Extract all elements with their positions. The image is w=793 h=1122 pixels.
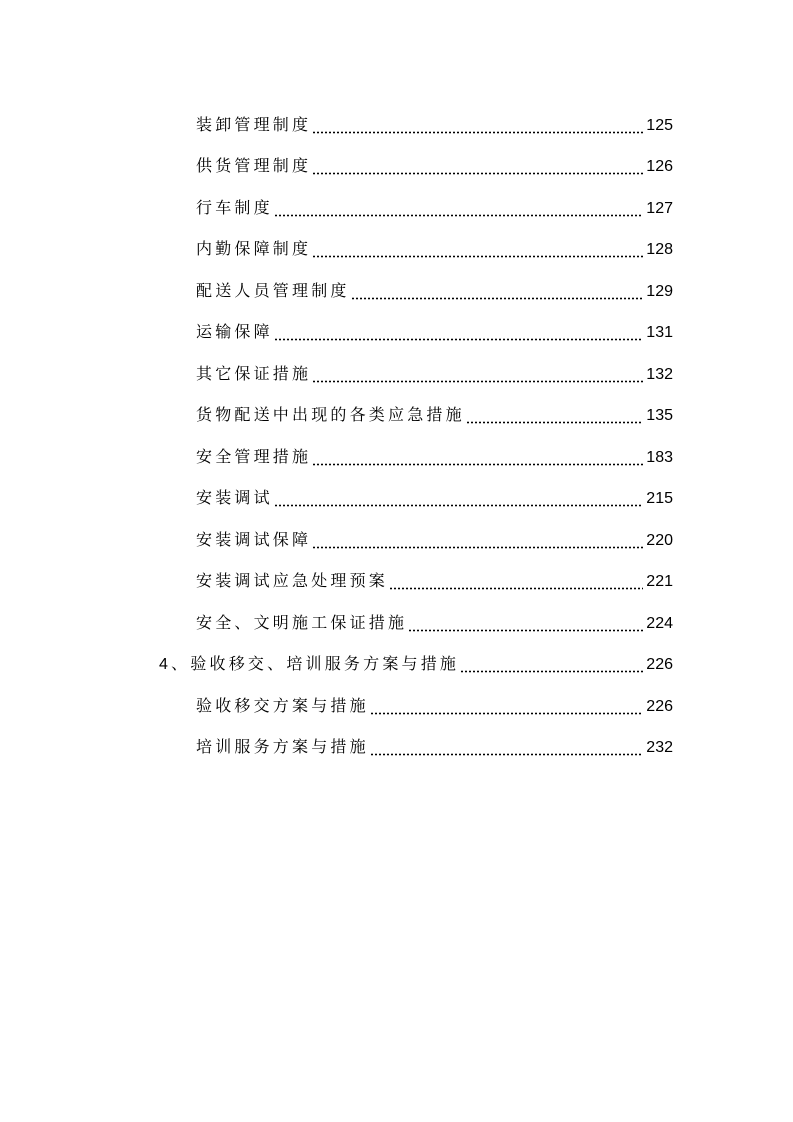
dot-leader: [312, 532, 643, 552]
toc-page-number: 135: [646, 407, 673, 425]
toc-entry-label: 内勤保障制度: [196, 239, 312, 259]
toc-page-number: 127: [646, 199, 673, 217]
table-of-contents: [0, 103, 793, 767]
toc-entry-title: [196, 613, 407, 635]
toc-entry-title: [196, 198, 273, 220]
toc-entry-title: [196, 281, 350, 303]
toc-entry-title: [196, 115, 311, 137]
toc-entry-title: [196, 488, 273, 510]
toc-entry[interactable]: [0, 726, 793, 768]
toc-entry[interactable]: [0, 601, 793, 643]
toc-entry-label: 验收移交方案与措施: [196, 695, 369, 715]
toc-entry-label: 验收移交、培训服务方案与措施: [190, 654, 460, 674]
dot-leader: [312, 366, 643, 386]
dot-leader: [408, 615, 643, 635]
toc-entry-label: 其它保证措施: [196, 363, 312, 383]
toc-page-number: 215: [646, 490, 673, 508]
toc-entry-label: 装卸管理制度: [196, 114, 312, 134]
toc-page-number: 125: [646, 116, 673, 134]
dot-leader: [460, 656, 643, 676]
toc-entry[interactable]: [0, 518, 793, 560]
toc-entry-title: [196, 737, 369, 759]
toc-page-number: 226: [646, 697, 673, 715]
toc-entry-label: 配送人员管理制度: [196, 280, 350, 300]
toc-entry-label: 安装调试保障: [196, 529, 312, 549]
toc-entry-label: 安装调试应急处理预案: [196, 571, 389, 591]
toc-page-number: 226: [646, 656, 673, 674]
toc-entry[interactable]: [0, 643, 793, 685]
toc-page-number: 183: [646, 448, 673, 466]
toc-page-number: 232: [646, 739, 673, 757]
toc-entry-label: 货物配送中出现的各类应急措施: [196, 405, 465, 425]
toc-entry-label: 培训服务方案与措施: [196, 737, 369, 757]
toc-entry[interactable]: [0, 145, 793, 187]
toc-entry-title: [159, 654, 459, 676]
toc-page-number: 128: [646, 241, 673, 259]
toc-entry-title: [196, 156, 311, 178]
toc-page-number: 224: [646, 614, 673, 632]
dot-leader: [389, 573, 643, 593]
toc-entry-label: 行车制度: [196, 197, 273, 217]
dot-leader: [370, 698, 643, 718]
toc-entry[interactable]: [0, 186, 793, 228]
toc-entry-title: [196, 571, 388, 593]
toc-entry-title: [196, 405, 465, 427]
toc-page-number: 131: [646, 324, 673, 342]
toc-page-number: 221: [646, 573, 673, 591]
dot-leader: [370, 739, 643, 759]
toc-entry-title: [196, 364, 311, 386]
dot-leader: [351, 283, 644, 303]
toc-entry-title: [196, 239, 311, 261]
toc-entry-label: 安装调试: [196, 488, 273, 508]
toc-page-number: 220: [646, 531, 673, 549]
toc-entry[interactable]: [0, 684, 793, 726]
toc-entry[interactable]: [0, 394, 793, 436]
dot-leader: [312, 449, 643, 469]
toc-entry-label: 供货管理制度: [196, 156, 312, 176]
dot-leader: [312, 117, 643, 137]
toc-entry-title: [196, 447, 311, 469]
toc-entry[interactable]: [0, 311, 793, 353]
dot-leader: [274, 490, 643, 510]
toc-entry[interactable]: [0, 352, 793, 394]
toc-entry[interactable]: [0, 435, 793, 477]
toc-page-number: 129: [646, 282, 673, 300]
toc-entry-number: 4、: [159, 656, 191, 674]
toc-entry-title: [196, 696, 369, 718]
toc-entry[interactable]: [0, 228, 793, 270]
toc-entry-title: [196, 322, 273, 344]
dot-leader: [466, 407, 643, 427]
dot-leader: [274, 324, 643, 344]
toc-page-number: 126: [646, 158, 673, 176]
dot-leader: [312, 241, 643, 261]
toc-entry[interactable]: [0, 477, 793, 519]
toc-entry[interactable]: [0, 560, 793, 602]
toc-page-number: 132: [646, 365, 673, 383]
toc-entry-label: 安全管理措施: [196, 446, 312, 466]
toc-entry[interactable]: [0, 103, 793, 145]
toc-entry-label: 运输保障: [196, 322, 273, 342]
toc-entry-label: 安全、文明施工保证措施: [196, 612, 408, 632]
toc-entry[interactable]: [0, 269, 793, 311]
toc-entry-title: [196, 530, 311, 552]
dot-leader: [274, 200, 643, 220]
dot-leader: [312, 158, 643, 178]
